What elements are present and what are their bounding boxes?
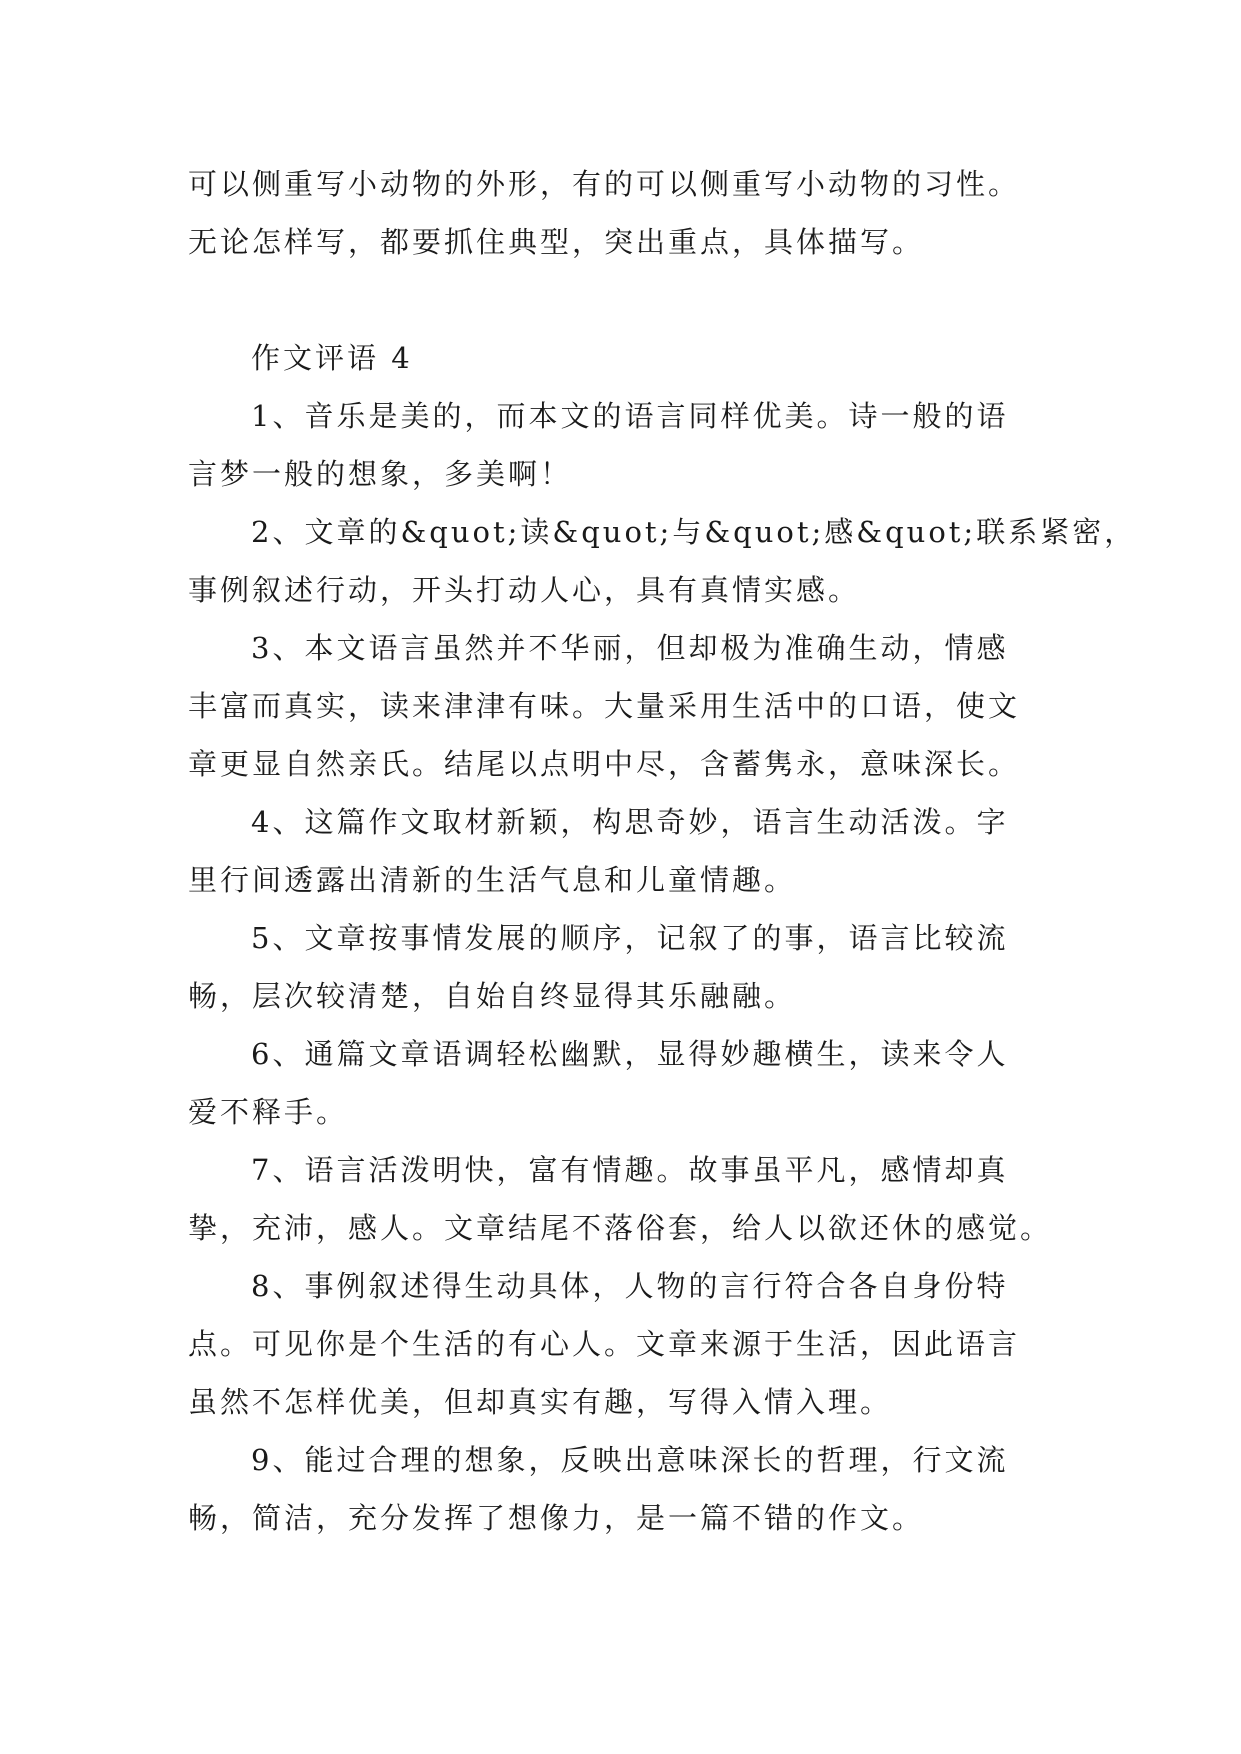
comment-item-6 bbox=[188, 1025, 1064, 1141]
text-line: 章更显自然亲氏。结尾以点明中尽，含蓄隽永，意味深长。 bbox=[188, 747, 1021, 781]
text-line: 4、这篇作文取材新颖，构思奇妙，语言生动活泼。字 bbox=[251, 805, 1009, 839]
text-line: 5、文章按事情发展的顺序，记叙了的事，语言比较流 bbox=[251, 921, 1009, 955]
text-line: 7、语言活泼明快，富有情趣。故事虽平凡，感情却真 bbox=[251, 1153, 1009, 1187]
comment-item-5 bbox=[188, 909, 1064, 1025]
text-line: 3、本文语言虽然并不华丽，但却极为准确生动，情感 bbox=[251, 631, 1009, 665]
text-line: 挚，充沛，感人。文章结尾不落俗套，给人以欲还休的感觉。 bbox=[188, 1211, 1053, 1245]
comment-item-3 bbox=[188, 619, 1064, 793]
comment-item-2 bbox=[188, 503, 1137, 619]
comment-item-4 bbox=[188, 793, 1064, 909]
text-line: 畅，层次较清楚，自始自终显得其乐融融。 bbox=[188, 979, 797, 1013]
heading-text: 作文评语 4 bbox=[251, 341, 413, 375]
text-line: 爱不释手。 bbox=[188, 1095, 349, 1129]
text-line: 点。可见你是个生活的有心人。文章来源于生活，因此语言 bbox=[188, 1327, 1021, 1361]
text-line: 8、事例叙述得生动具体，人物的言行符合各自身份特 bbox=[251, 1269, 1009, 1303]
intro-paragraph bbox=[188, 155, 1064, 271]
text-line: 丰富而真实，读来津津有味。大量采用生活中的口语，使文 bbox=[188, 689, 1021, 723]
text-line: 9、能过合理的想象，反映出意味深长的哲理，行文流 bbox=[251, 1443, 1009, 1477]
text-line: 2、文章的&quot;读&quot;与&quot;感&quot;联系紧密， bbox=[251, 515, 1137, 549]
comment-item-7 bbox=[188, 1141, 1064, 1257]
comment-item-9 bbox=[188, 1431, 1064, 1547]
text-line: 虽然不怎样优美，但却真实有趣，写得入情入理。 bbox=[188, 1385, 893, 1419]
comment-item-1 bbox=[188, 387, 1064, 503]
text-line: 言梦一般的想象，多美啊！ bbox=[188, 457, 573, 491]
text-line: 里行间透露出清新的生活气息和儿童情趣。 bbox=[188, 863, 797, 897]
text-line: 事例叙述行动，开头打动人心，具有真情实感。 bbox=[188, 573, 861, 607]
text-line: 6、通篇文章语调轻松幽默，显得妙趣横生，读来令人 bbox=[251, 1037, 1009, 1071]
text-line: 无论怎样写，都要抓住典型，突出重点，具体描写。 bbox=[188, 225, 925, 259]
comment-item-8 bbox=[188, 1257, 1064, 1431]
text-line: 可以侧重写小动物的外形，有的可以侧重写小动物的习性。 bbox=[188, 167, 1021, 201]
document-body bbox=[188, 155, 1137, 1547]
text-line: 畅，简洁，充分发挥了想像力，是一篇不错的作文。 bbox=[188, 1501, 925, 1535]
text-line: 1、音乐是美的，而本文的语言同样优美。诗一般的语 bbox=[251, 399, 1009, 433]
section-heading bbox=[188, 329, 1064, 387]
